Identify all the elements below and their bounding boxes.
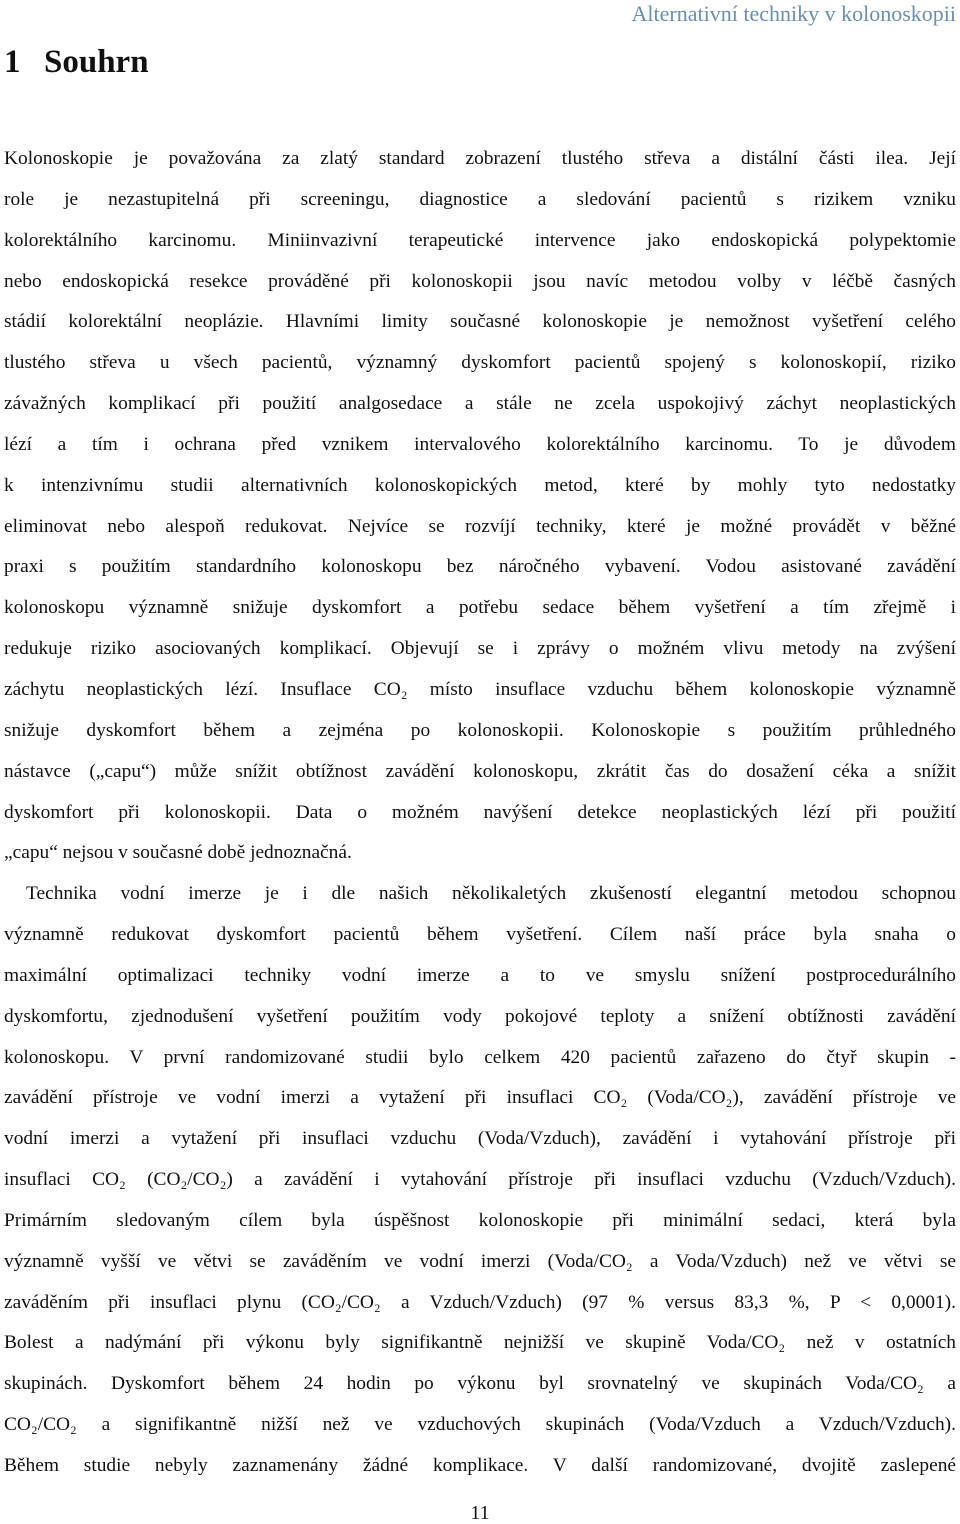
text-line: dyskomfortu, zjednodušení vyšetření použitím vody pokojové teploty a snížení obtížnosti zavádění	[4, 1005, 956, 1027]
text-line: eliminovat nebo alespoň redukovat. Nejvíce se rozvíjí techniky, které je možné provádět v běžné	[4, 515, 956, 537]
text-line: významně vyšší ve větvi se zaváděním ve vodní imerzi (Voda/CO₂ a Voda/Vzduch) než ve větvi se	[4, 1250, 956, 1272]
text-line: kolonoskopu. V první randomizované studii bylo celkem 420 pacientů zařazeno do čtyř skupin -	[4, 1046, 956, 1068]
text-line: vodní imerzi a vytažení při insuflaci vzduchu (Voda/Vzduch), zavádění i vytahování přístroje při	[4, 1128, 956, 1150]
text-line: skupinách. Dyskomfort během 24 hodin po výkonu byl srovnatelný ve skupinách Voda/CO₂ a	[4, 1373, 956, 1395]
text-line: Kolonoskopie je považována za zlatý standard zobrazení tlustého střeva a distální části ilea. Její	[4, 148, 956, 169]
text-line: nástavce („capu“) může snížit obtížnost zavádění kolonoskopu, zkrátit čas do dosažení céka a snížit	[4, 760, 956, 782]
summary-body	[4, 139, 956, 1487]
text-line: významně redukovat dyskomfort pacientů během vyšetření. Cílem naší práce byla snaha o	[4, 924, 956, 946]
text-line: Technika vodní imerze je i dle našich několikaletých zkušeností elegantní metodou schopnou	[26, 883, 956, 905]
text-line: lézí a tím i ochrana před vznikem intervalového kolorektálního karcinomu. To je důvodem	[4, 433, 956, 455]
text-line: redukuje riziko asociovaných komplikací. Objevují se i zprávy o možném vlivu metody na zvýšení	[4, 638, 956, 660]
text-line: zaváděním při insuflaci plynu (CO₂/CO₂ a Vzduch/Vzduch) (97 % versus 83,3 %, P < 0,0001).	[4, 1291, 956, 1313]
text-line: role je nezastupitelná při screeningu, diagnostice a sledování pacientů s rizikem vzniku	[4, 188, 956, 210]
page-number: 11	[470, 1502, 490, 1524]
text-line: Bolest a nadýmání při výkonu byly signifikantně nejnižší ve skupině Voda/CO₂ než v ostatních	[4, 1332, 956, 1354]
text-line: snižuje dyskomfort během a zejména po kolonoskopii. Kolonoskopie s použitím průhledného	[4, 719, 956, 741]
text-line: insuflaci CO₂ (CO₂/CO₂) a zavádění i vytahování přístroje při insuflaci vzduchu (Vzduch/Vzduch).	[4, 1169, 956, 1191]
text-line: záchytu neoplastických lézí. Insuflace CO₂ místo insuflace vzduchu během kolonoskopie významně	[4, 678, 956, 700]
text-line: k intenzivnímu studii alternativních kolonoskopických metod, které by mohly tyto nedostatky	[4, 474, 956, 496]
text-line: dyskomfort při kolonoskopii. Data o možném navýšení detekce neoplastických lézí při použití	[4, 801, 956, 823]
section-title: Souhrn	[44, 44, 149, 80]
text-line: zavádění přístroje ve vodní imerzi a vytažení při insuflaci CO₂ (Voda/CO₂), zavádění přístroje ve	[4, 1087, 956, 1109]
section-number: 1	[4, 44, 21, 80]
text-line: praxi s použitím standardního kolonoskopu bez náročného vybavení. Vodou asistované zavádění	[4, 556, 956, 578]
text-line: maximální optimalizaci techniky vodní imerze a to ve smyslu snížení postprocedurálního	[4, 964, 956, 986]
text-line: Během studie nebyly zaznamenány žádné komplikace. V další randomizované, dvojitě zaslepené	[4, 1455, 956, 1476]
text-line: „capu“ nejsou v současné době jednoznačná.	[4, 842, 352, 864]
text-line: stádií kolorektální neoplázie. Hlavními limity současné kolonoskopie je nemožnost vyšetření celého	[4, 311, 956, 333]
text-line: Primárním sledovaným cílem byla úspěšnost kolonoskopie při minimální sedaci, která byla	[4, 1209, 956, 1231]
text-line: závažných komplikací při použití analgosedace a stále ne zcela uspokojivý záchyt neoplastických	[4, 393, 956, 415]
text-line: tlustého střeva u všech pacientů, významný dyskomfort pacientů spojený s kolonoskopií, riziko	[4, 352, 956, 374]
text-line: kolorektálního karcinomu. Miniinvazivní terapeutické intervence jako endoskopická polypektomie	[4, 229, 956, 251]
section-heading	[4, 40, 149, 84]
text-line: nebo endoskopická resekce prováděné při kolonoskopii jsou navíc metodou volby v léčbě časných	[4, 270, 956, 292]
text-line: kolonoskopu významně snižuje dyskomfort a potřebu sedace během vyšetření a tím zřejmě i	[4, 597, 956, 619]
running-header: Alternativní techniky v kolonoskopii	[631, 1, 956, 26]
text-line: CO₂/CO₂ a signifikantně nižší než ve vzduchových skupinách (Voda/Vzduch a Vzduch/Vzduch).	[4, 1414, 956, 1436]
